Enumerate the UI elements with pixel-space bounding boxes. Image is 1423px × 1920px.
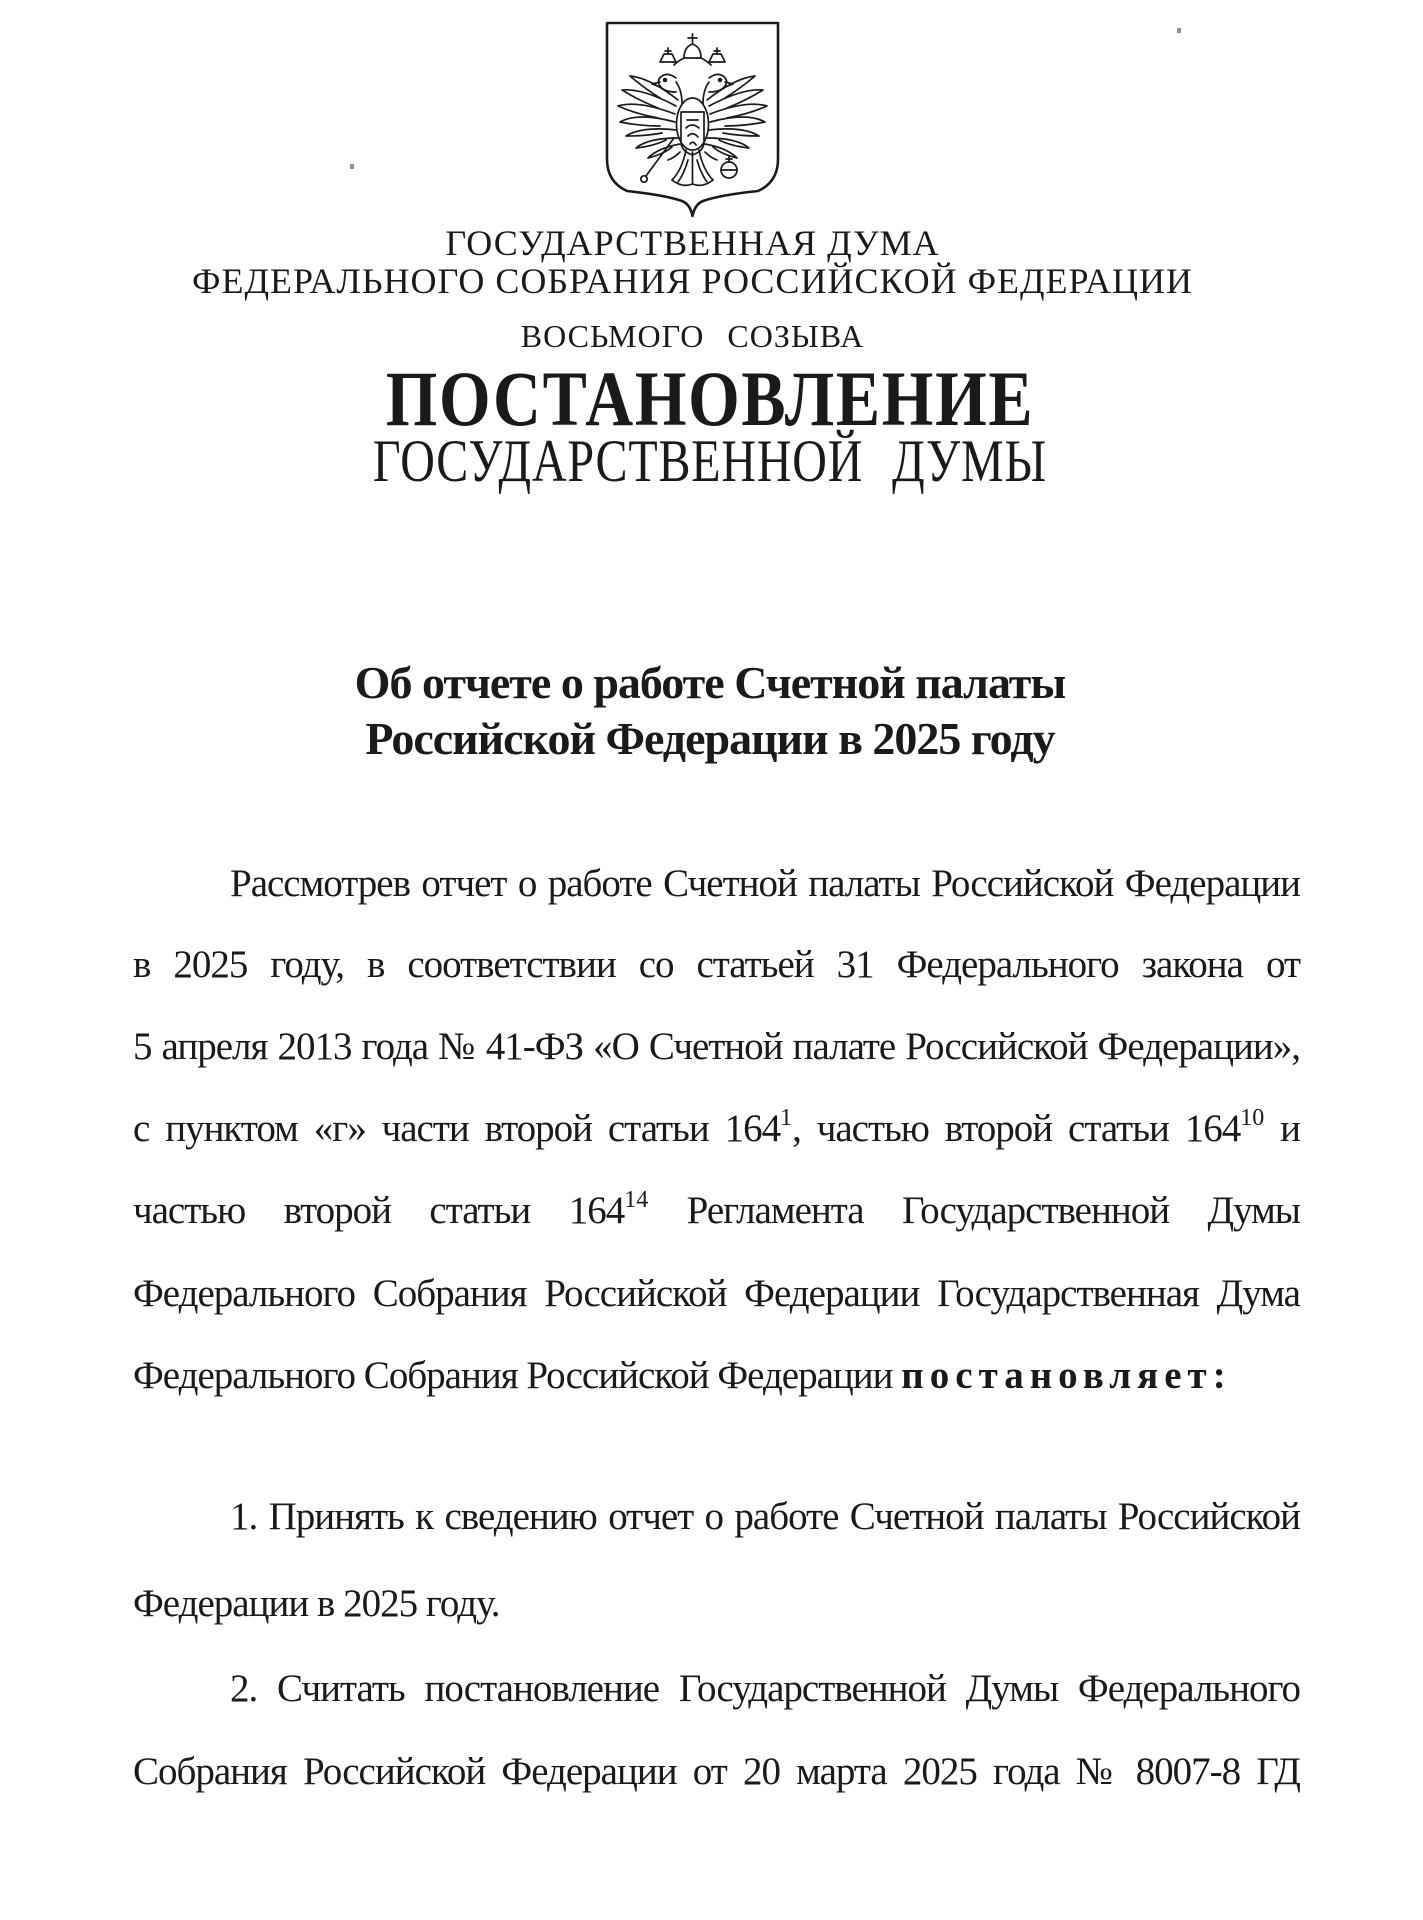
body-line (133, 1496, 1300, 1538)
text-segment: 1. Принять к сведению отчет о работе Счетной палаты Российской (230, 1495, 1300, 1538)
subject-line1: Об отчете о работе Счетной палаты (354, 657, 1066, 708)
body-line (133, 1187, 1301, 1237)
scan-speck (350, 164, 354, 169)
text-segment: Собрания Российской Федерации от 20 марта 2025 года № 8007-8 ГД (133, 1750, 1300, 1793)
text-segment: с пунктом «г» части второй статьи 164 (133, 1107, 781, 1150)
body-text (133, 0, 1300, 1920)
doc-type-title: ПОСТАНОВЛЕНИЕ (385, 355, 1035, 442)
body-line (133, 1105, 1301, 1155)
doc-type-subtitle: ГОСУДАРСТВЕННОЙ ДУМЫ (372, 428, 1048, 494)
body-line (133, 1668, 1300, 1710)
superscript: 10 (1240, 1105, 1265, 1131)
subject-line2: Российской Федерации в 2025 году (365, 713, 1055, 764)
text-segment: Рассмотрев отчет о работе Счетной палаты Российской Федерации (230, 862, 1300, 905)
text-segment: , частью второй статьи 164 (792, 1107, 1241, 1150)
text-segment: 2. Считать постановление Государственной Думы Федерального (230, 1667, 1300, 1710)
authority-name-line2: ФЕДЕРАЛЬНОГО СОБРАНИЯ РОССИЙСКОЙ ФЕДЕРАЦИИ (192, 261, 1193, 301)
text-segment: Федерального Собрания Российской Федерации (133, 1354, 902, 1397)
body-line (133, 1026, 1300, 1068)
text-segment: и (1264, 1107, 1301, 1150)
scan-speck (1177, 28, 1181, 33)
body-line (133, 1355, 1300, 1397)
body-line (133, 863, 1300, 905)
body-line (133, 944, 1300, 986)
superscript: 1 (780, 1105, 793, 1131)
body-line (133, 1751, 1300, 1793)
convocation-line: ВОСЬМОГО СОЗЫВА (520, 318, 865, 354)
body-line (133, 1583, 1300, 1625)
body-line (133, 1273, 1300, 1315)
authority-name-line1: ГОСУДАРСТВЕННАЯ ДУМА (445, 223, 940, 263)
text-segment: Федерального Собрания Российской Федерации Государственная Дума (133, 1272, 1300, 1315)
emphasized-text: постановляет: (901, 1354, 1232, 1397)
text-segment: в 2025 году, в соответствии со статьей 31 Федерального закона от (133, 943, 1300, 986)
text-segment: Регламента Государственной Думы (648, 1189, 1301, 1232)
text-segment: 5 апреля 2013 года № 41-ФЗ «О Счетной палате Российской Федерации», (133, 1025, 1300, 1068)
text-segment: Федерации в 2025 году. (133, 1582, 500, 1625)
superscript: 14 (624, 1187, 649, 1213)
text-segment: частью второй статьи 164 (133, 1189, 625, 1232)
